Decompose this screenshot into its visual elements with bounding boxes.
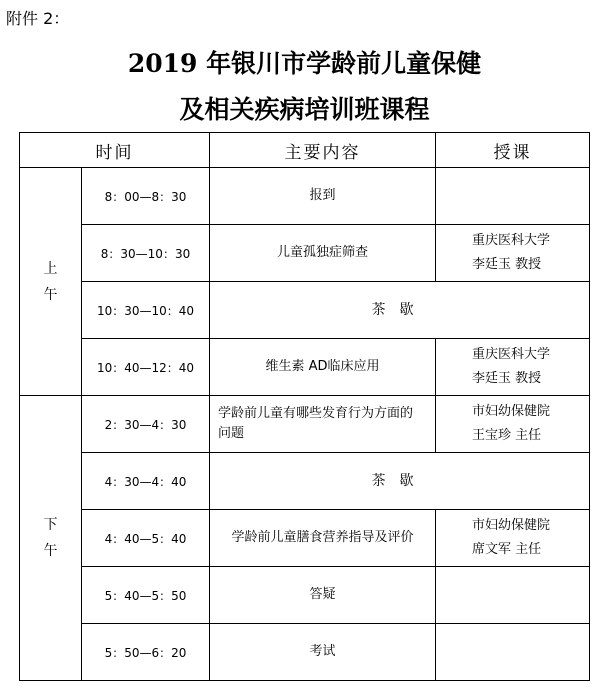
- table-row: [20, 396, 590, 453]
- period-morning: [20, 168, 82, 396]
- content-cell: 报到: [210, 168, 436, 225]
- time-cell: 5：50—6：20: [82, 624, 210, 681]
- content-cell: 维生素 AD临床应用: [210, 339, 436, 396]
- header-time: 时间: [20, 133, 210, 168]
- teacher-cell: [436, 168, 590, 225]
- time-cell: 4：40—5：40: [82, 510, 210, 567]
- document-title-line-1: 2019 年银川市学龄前儿童保健: [127, 49, 482, 78]
- teacher-cell: [436, 510, 590, 567]
- table-row: [20, 624, 590, 681]
- table-row: [20, 168, 590, 225]
- teacher-affiliation: 市妇幼保健院: [472, 404, 551, 419]
- teacher-cell: [436, 567, 590, 624]
- schedule-table: [19, 132, 590, 681]
- teacher-name: 李廷玉 教授: [472, 257, 542, 272]
- time-cell: 2：30—4：30: [82, 396, 210, 453]
- period-morning-char-1: 上: [43, 260, 58, 277]
- header-content: 主要内容: [210, 133, 436, 168]
- content-cell: 学龄前儿童膳食营养指导及评价: [210, 510, 436, 567]
- break-cell: 茶歇: [210, 453, 590, 510]
- table-row: [20, 282, 590, 339]
- time-cell: 10：40—12：40: [82, 339, 210, 396]
- teacher-affiliation: 重庆医科大学: [472, 233, 551, 248]
- time-cell: 8：00—8：30: [82, 168, 210, 225]
- teacher-affiliation: 市妇幼保健院: [472, 518, 551, 533]
- table-row: [20, 510, 590, 567]
- content-line: 问题: [218, 426, 245, 441]
- header-teacher: 授课: [436, 133, 590, 168]
- teacher-cell: [436, 396, 590, 453]
- table-header-row: [20, 133, 590, 168]
- period-afternoon-char-2: 午: [43, 543, 58, 559]
- content-cell: 儿童孤独症筛查: [210, 225, 436, 282]
- document-title-line-2: 及相关疾病培训班课程: [179, 95, 430, 124]
- content-cell: 考试: [210, 624, 436, 681]
- period-afternoon: [20, 396, 82, 681]
- teacher-name: 李廷玉 教授: [472, 371, 542, 386]
- teacher-name: 王宝珍 主任: [472, 428, 542, 443]
- time-cell: 8：30—10：30: [82, 225, 210, 282]
- table-row: [20, 453, 590, 510]
- period-morning-char-2: 午: [43, 286, 58, 303]
- content-cell: [210, 396, 436, 453]
- teacher-cell: [436, 225, 590, 282]
- table-row: [20, 339, 590, 396]
- teacher-affiliation: 重庆医科大学: [472, 347, 551, 362]
- table-row: [20, 567, 590, 624]
- teacher-cell: [436, 339, 590, 396]
- content-line: 学龄前儿童有哪些发育行为方面的: [218, 406, 414, 421]
- time-cell: 10：30—10：40: [82, 282, 210, 339]
- attachment-label: 附件 2：: [6, 9, 70, 28]
- teacher-cell: [436, 624, 590, 681]
- time-cell: 4：30—4：40: [82, 453, 210, 510]
- break-cell: 茶歇: [210, 282, 590, 339]
- content-cell: 答疑: [210, 567, 436, 624]
- table-row: [20, 225, 590, 282]
- time-cell: 5：40—5：50: [82, 567, 210, 624]
- period-afternoon-char-1: 下: [43, 517, 58, 533]
- teacher-name: 席文军 主任: [472, 542, 542, 557]
